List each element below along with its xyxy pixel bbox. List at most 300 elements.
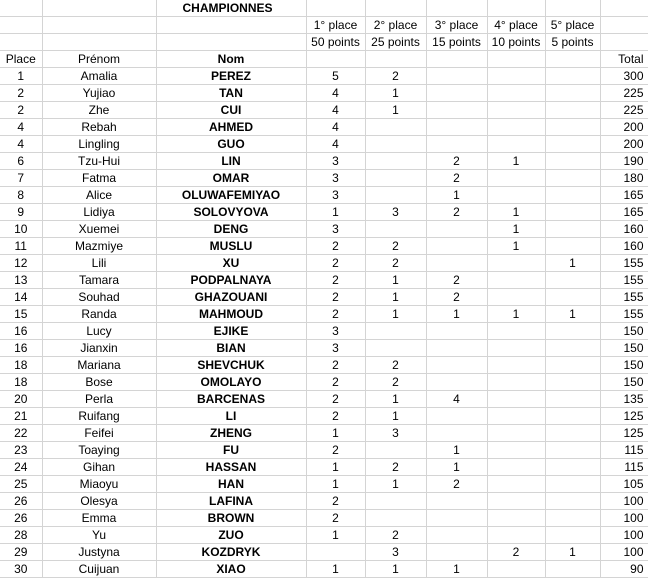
prenom-cell[interactable]: Zhe [42,102,156,119]
nom-cell[interactable]: LAFINA [156,493,306,510]
place-1-count[interactable]: 2 [306,289,365,306]
placement-1-points[interactable]: 50 points [306,34,365,51]
place-4-count[interactable] [487,255,545,272]
nom-cell[interactable]: OMAR [156,170,306,187]
place-1-count[interactable]: 1 [306,204,365,221]
place-5-count[interactable] [545,221,600,238]
nom-cell[interactable]: EJIKE [156,323,306,340]
empty-cell[interactable] [365,0,426,17]
prenom-cell[interactable]: Lucy [42,323,156,340]
nom-cell[interactable]: MAHMOUD [156,306,306,323]
nom-cell[interactable]: LIN [156,153,306,170]
nom-cell[interactable]: KOZDRYK [156,544,306,561]
prenom-cell[interactable]: Feifei [42,425,156,442]
header-nom[interactable]: Nom [156,51,306,68]
place-5-count[interactable] [545,68,600,85]
place-5-count[interactable] [545,153,600,170]
prenom-cell[interactable]: Toaying [42,442,156,459]
total-cell[interactable]: 150 [600,340,648,357]
place-4-count[interactable] [487,459,545,476]
prenom-cell[interactable]: Perla [42,391,156,408]
place-4-count[interactable] [487,391,545,408]
empty-cell[interactable] [42,34,156,51]
place-4-count[interactable] [487,289,545,306]
place-2-count[interactable]: 1 [365,391,426,408]
prenom-cell[interactable]: Randa [42,306,156,323]
nom-cell[interactable]: HASSAN [156,459,306,476]
nom-cell[interactable]: GUO [156,136,306,153]
nom-cell[interactable]: XIAO [156,561,306,578]
place-cell[interactable]: 2 [0,85,42,102]
place-4-count[interactable] [487,85,545,102]
place-3-count[interactable] [426,255,487,272]
place-2-count[interactable]: 2 [365,357,426,374]
empty-cell[interactable] [487,0,545,17]
place-2-count[interactable] [365,340,426,357]
prenom-cell[interactable]: Bose [42,374,156,391]
place-3-count[interactable] [426,493,487,510]
place-4-count[interactable] [487,510,545,527]
prenom-cell[interactable]: Alice [42,187,156,204]
prenom-cell[interactable]: Lili [42,255,156,272]
place-cell[interactable]: 7 [0,170,42,187]
total-cell[interactable]: 100 [600,510,648,527]
place-4-count[interactable]: 1 [487,238,545,255]
place-2-count[interactable]: 1 [365,272,426,289]
total-cell[interactable]: 200 [600,136,648,153]
total-cell[interactable]: 135 [600,391,648,408]
place-cell[interactable]: 18 [0,357,42,374]
prenom-cell[interactable]: Yujiao [42,85,156,102]
place-1-count[interactable]: 1 [306,459,365,476]
place-cell[interactable]: 13 [0,272,42,289]
place-2-count[interactable]: 2 [365,255,426,272]
nom-cell[interactable]: FU [156,442,306,459]
empty-cell[interactable] [426,0,487,17]
place-1-count[interactable]: 2 [306,374,365,391]
place-4-count[interactable] [487,357,545,374]
place-cell[interactable]: 24 [0,459,42,476]
nom-cell[interactable]: TAN [156,85,306,102]
place-3-count[interactable] [426,357,487,374]
place-5-count[interactable] [545,510,600,527]
place-cell[interactable]: 6 [0,153,42,170]
place-cell[interactable]: 25 [0,476,42,493]
placement-2-label[interactable]: 2° place [365,17,426,34]
place-5-count[interactable] [545,136,600,153]
placement-5-label[interactable]: 5° place [545,17,600,34]
place-2-count[interactable]: 3 [365,544,426,561]
prenom-cell[interactable]: Gihan [42,459,156,476]
place-cell[interactable]: 16 [0,340,42,357]
place-4-count[interactable] [487,442,545,459]
place-5-count[interactable] [545,374,600,391]
empty-cell[interactable] [426,51,487,68]
total-cell[interactable]: 150 [600,374,648,391]
total-cell[interactable]: 165 [600,187,648,204]
place-3-count[interactable]: 1 [426,187,487,204]
header-place[interactable]: Place [0,51,42,68]
place-4-count[interactable] [487,119,545,136]
place-2-count[interactable]: 3 [365,204,426,221]
empty-cell[interactable] [42,17,156,34]
total-cell[interactable]: 160 [600,221,648,238]
total-cell[interactable]: 155 [600,255,648,272]
header-total[interactable]: Total [600,51,648,68]
place-4-count[interactable] [487,102,545,119]
place-5-count[interactable]: 1 [545,255,600,272]
place-cell[interactable]: 18 [0,374,42,391]
place-3-count[interactable] [426,544,487,561]
place-5-count[interactable] [545,102,600,119]
place-4-count[interactable] [487,408,545,425]
nom-cell[interactable]: BROWN [156,510,306,527]
prenom-cell[interactable]: Mariana [42,357,156,374]
place-2-count[interactable]: 2 [365,68,426,85]
place-5-count[interactable] [545,357,600,374]
placement-3-points[interactable]: 15 points [426,34,487,51]
nom-cell[interactable]: ZUO [156,527,306,544]
place-1-count[interactable]: 1 [306,476,365,493]
place-3-count[interactable] [426,68,487,85]
total-cell[interactable]: 300 [600,68,648,85]
prenom-cell[interactable]: Jianxin [42,340,156,357]
place-3-count[interactable]: 1 [426,442,487,459]
place-cell[interactable]: 21 [0,408,42,425]
place-1-count[interactable]: 2 [306,272,365,289]
placement-5-points[interactable]: 5 points [545,34,600,51]
place-5-count[interactable] [545,561,600,578]
place-cell[interactable]: 14 [0,289,42,306]
nom-cell[interactable]: LI [156,408,306,425]
place-5-count[interactable] [545,493,600,510]
total-cell[interactable]: 105 [600,476,648,493]
place-3-count[interactable]: 4 [426,391,487,408]
place-cell[interactable]: 4 [0,136,42,153]
place-3-count[interactable]: 1 [426,306,487,323]
place-cell[interactable]: 26 [0,510,42,527]
place-5-count[interactable] [545,476,600,493]
place-5-count[interactable] [545,459,600,476]
place-3-count[interactable] [426,510,487,527]
place-5-count[interactable]: 1 [545,306,600,323]
prenom-cell[interactable]: Tamara [42,272,156,289]
place-1-count[interactable]: 1 [306,561,365,578]
empty-cell[interactable] [545,51,600,68]
place-4-count[interactable]: 1 [487,221,545,238]
place-3-count[interactable]: 2 [426,476,487,493]
place-2-count[interactable]: 2 [365,238,426,255]
place-5-count[interactable] [545,442,600,459]
place-2-count[interactable] [365,187,426,204]
place-1-count[interactable]: 1 [306,425,365,442]
place-4-count[interactable] [487,425,545,442]
prenom-cell[interactable]: Rebah [42,119,156,136]
place-cell[interactable]: 23 [0,442,42,459]
empty-cell[interactable] [600,34,648,51]
place-4-count[interactable] [487,561,545,578]
nom-cell[interactable]: BIAN [156,340,306,357]
place-cell[interactable]: 1 [0,68,42,85]
place-2-count[interactable]: 1 [365,561,426,578]
total-cell[interactable]: 160 [600,238,648,255]
place-4-count[interactable] [487,323,545,340]
place-3-count[interactable]: 1 [426,459,487,476]
place-2-count[interactable] [365,119,426,136]
prenom-cell[interactable]: Souhad [42,289,156,306]
place-4-count[interactable] [487,136,545,153]
place-2-count[interactable] [365,442,426,459]
place-1-count[interactable]: 2 [306,238,365,255]
place-4-count[interactable] [487,374,545,391]
empty-cell[interactable] [0,0,42,17]
place-1-count[interactable]: 5 [306,68,365,85]
place-2-count[interactable]: 2 [365,374,426,391]
placement-4-label[interactable]: 4° place [487,17,545,34]
place-cell[interactable]: 15 [0,306,42,323]
place-3-count[interactable] [426,238,487,255]
place-1-count[interactable]: 3 [306,153,365,170]
nom-cell[interactable]: CUI [156,102,306,119]
place-cell[interactable]: 22 [0,425,42,442]
prenom-cell[interactable]: Olesya [42,493,156,510]
prenom-cell[interactable]: Tzu-Hui [42,153,156,170]
nom-cell[interactable]: XU [156,255,306,272]
place-3-count[interactable]: 2 [426,289,487,306]
place-5-count[interactable] [545,425,600,442]
place-cell[interactable]: 28 [0,527,42,544]
place-2-count[interactable]: 1 [365,408,426,425]
total-cell[interactable]: 200 [600,119,648,136]
prenom-cell[interactable]: Xuemei [42,221,156,238]
empty-cell[interactable] [156,34,306,51]
place-cell[interactable]: 8 [0,187,42,204]
place-4-count[interactable] [487,340,545,357]
place-2-count[interactable] [365,170,426,187]
place-1-count[interactable]: 2 [306,442,365,459]
place-2-count[interactable]: 1 [365,102,426,119]
total-cell[interactable]: 100 [600,544,648,561]
total-cell[interactable]: 155 [600,306,648,323]
place-2-count[interactable] [365,510,426,527]
prenom-cell[interactable]: Lingling [42,136,156,153]
nom-cell[interactable]: SHEVCHUK [156,357,306,374]
place-3-count[interactable]: 2 [426,204,487,221]
place-2-count[interactable]: 1 [365,289,426,306]
nom-cell[interactable]: MUSLU [156,238,306,255]
nom-cell[interactable]: PEREZ [156,68,306,85]
place-cell[interactable]: 20 [0,391,42,408]
place-cell[interactable]: 10 [0,221,42,238]
nom-cell[interactable]: AHMED [156,119,306,136]
place-1-count[interactable]: 4 [306,119,365,136]
place-cell[interactable]: 16 [0,323,42,340]
place-3-count[interactable] [426,119,487,136]
place-5-count[interactable]: 1 [545,544,600,561]
place-5-count[interactable] [545,408,600,425]
place-5-count[interactable] [545,187,600,204]
place-2-count[interactable]: 1 [365,85,426,102]
total-cell[interactable]: 180 [600,170,648,187]
place-5-count[interactable] [545,272,600,289]
place-2-count[interactable] [365,153,426,170]
empty-cell[interactable] [306,51,365,68]
total-cell[interactable]: 225 [600,85,648,102]
place-1-count[interactable]: 1 [306,527,365,544]
empty-cell[interactable] [487,51,545,68]
place-3-count[interactable] [426,425,487,442]
place-4-count[interactable] [487,272,545,289]
prenom-cell[interactable]: Emma [42,510,156,527]
place-1-count[interactable]: 3 [306,170,365,187]
place-2-count[interactable]: 1 [365,476,426,493]
total-cell[interactable]: 100 [600,527,648,544]
placement-1-label[interactable]: 1° place [306,17,365,34]
total-cell[interactable]: 90 [600,561,648,578]
nom-cell[interactable]: OMOLAYO [156,374,306,391]
place-cell[interactable]: 30 [0,561,42,578]
place-3-count[interactable] [426,374,487,391]
place-1-count[interactable]: 2 [306,408,365,425]
place-4-count[interactable] [487,493,545,510]
place-1-count[interactable]: 4 [306,85,365,102]
placement-4-points[interactable]: 10 points [487,34,545,51]
place-3-count[interactable] [426,340,487,357]
placement-2-points[interactable]: 25 points [365,34,426,51]
place-3-count[interactable]: 2 [426,170,487,187]
place-1-count[interactable] [306,544,365,561]
total-cell[interactable]: 115 [600,442,648,459]
place-cell[interactable]: 2 [0,102,42,119]
total-cell[interactable]: 165 [600,204,648,221]
place-3-count[interactable] [426,527,487,544]
place-1-count[interactable]: 3 [306,323,365,340]
place-1-count[interactable]: 4 [306,102,365,119]
total-cell[interactable]: 100 [600,493,648,510]
prenom-cell[interactable]: Yu [42,527,156,544]
empty-cell[interactable] [156,17,306,34]
place-5-count[interactable] [545,340,600,357]
place-5-count[interactable] [545,238,600,255]
prenom-cell[interactable]: Miaoyu [42,476,156,493]
prenom-cell[interactable]: Cuijuan [42,561,156,578]
empty-cell[interactable] [600,0,648,17]
place-4-count[interactable]: 1 [487,204,545,221]
place-1-count[interactable]: 3 [306,221,365,238]
place-3-count[interactable] [426,102,487,119]
place-4-count[interactable]: 2 [487,544,545,561]
placement-3-label[interactable]: 3° place [426,17,487,34]
place-4-count[interactable] [487,187,545,204]
nom-cell[interactable]: OLUWAFEMIYAO [156,187,306,204]
place-4-count[interactable] [487,476,545,493]
place-3-count[interactable] [426,85,487,102]
place-3-count[interactable] [426,221,487,238]
place-cell[interactable]: 26 [0,493,42,510]
total-cell[interactable]: 190 [600,153,648,170]
empty-cell[interactable] [306,0,365,17]
place-2-count[interactable] [365,136,426,153]
place-1-count[interactable]: 3 [306,340,365,357]
total-cell[interactable]: 150 [600,323,648,340]
place-3-count[interactable] [426,323,487,340]
place-1-count[interactable]: 2 [306,510,365,527]
place-cell[interactable]: 12 [0,255,42,272]
place-2-count[interactable] [365,323,426,340]
nom-cell[interactable]: DENG [156,221,306,238]
nom-cell[interactable]: ZHENG [156,425,306,442]
place-1-count[interactable]: 3 [306,187,365,204]
place-5-count[interactable] [545,527,600,544]
place-2-count[interactable] [365,493,426,510]
place-5-count[interactable] [545,323,600,340]
header-prenom[interactable]: Prénom [42,51,156,68]
total-cell[interactable]: 155 [600,272,648,289]
place-cell[interactable]: 9 [0,204,42,221]
total-cell[interactable]: 125 [600,408,648,425]
empty-cell[interactable] [600,17,648,34]
prenom-cell[interactable]: Justyna [42,544,156,561]
nom-cell[interactable]: HAN [156,476,306,493]
place-1-count[interactable]: 2 [306,493,365,510]
prenom-cell[interactable]: Lidiya [42,204,156,221]
place-3-count[interactable] [426,136,487,153]
total-cell[interactable]: 155 [600,289,648,306]
place-cell[interactable]: 11 [0,238,42,255]
place-2-count[interactable]: 3 [365,425,426,442]
place-5-count[interactable] [545,289,600,306]
place-1-count[interactable]: 4 [306,136,365,153]
place-1-count[interactable]: 2 [306,306,365,323]
place-4-count[interactable]: 1 [487,153,545,170]
place-1-count[interactable]: 2 [306,391,365,408]
nom-cell[interactable]: PODPALNAYA [156,272,306,289]
place-4-count[interactable] [487,68,545,85]
nom-cell[interactable]: BARCENAS [156,391,306,408]
place-3-count[interactable]: 2 [426,153,487,170]
place-1-count[interactable]: 2 [306,357,365,374]
sheet-title[interactable]: CHAMPIONNES [156,0,306,17]
empty-cell[interactable] [0,17,42,34]
place-3-count[interactable] [426,408,487,425]
place-4-count[interactable]: 1 [487,306,545,323]
empty-cell[interactable] [545,0,600,17]
place-cell[interactable]: 29 [0,544,42,561]
total-cell[interactable]: 125 [600,425,648,442]
place-5-count[interactable] [545,391,600,408]
place-5-count[interactable] [545,204,600,221]
place-5-count[interactable] [545,170,600,187]
total-cell[interactable]: 115 [600,459,648,476]
place-5-count[interactable] [545,85,600,102]
place-4-count[interactable] [487,170,545,187]
empty-cell[interactable] [0,34,42,51]
prenom-cell[interactable]: Mazmiye [42,238,156,255]
place-2-count[interactable] [365,221,426,238]
prenom-cell[interactable]: Fatma [42,170,156,187]
total-cell[interactable]: 225 [600,102,648,119]
total-cell[interactable]: 150 [600,357,648,374]
place-5-count[interactable] [545,119,600,136]
place-2-count[interactable]: 2 [365,527,426,544]
place-1-count[interactable]: 2 [306,255,365,272]
place-2-count[interactable]: 1 [365,306,426,323]
place-3-count[interactable]: 2 [426,272,487,289]
place-2-count[interactable]: 2 [365,459,426,476]
place-3-count[interactable]: 1 [426,561,487,578]
place-cell[interactable]: 4 [0,119,42,136]
empty-cell[interactable] [42,0,156,17]
